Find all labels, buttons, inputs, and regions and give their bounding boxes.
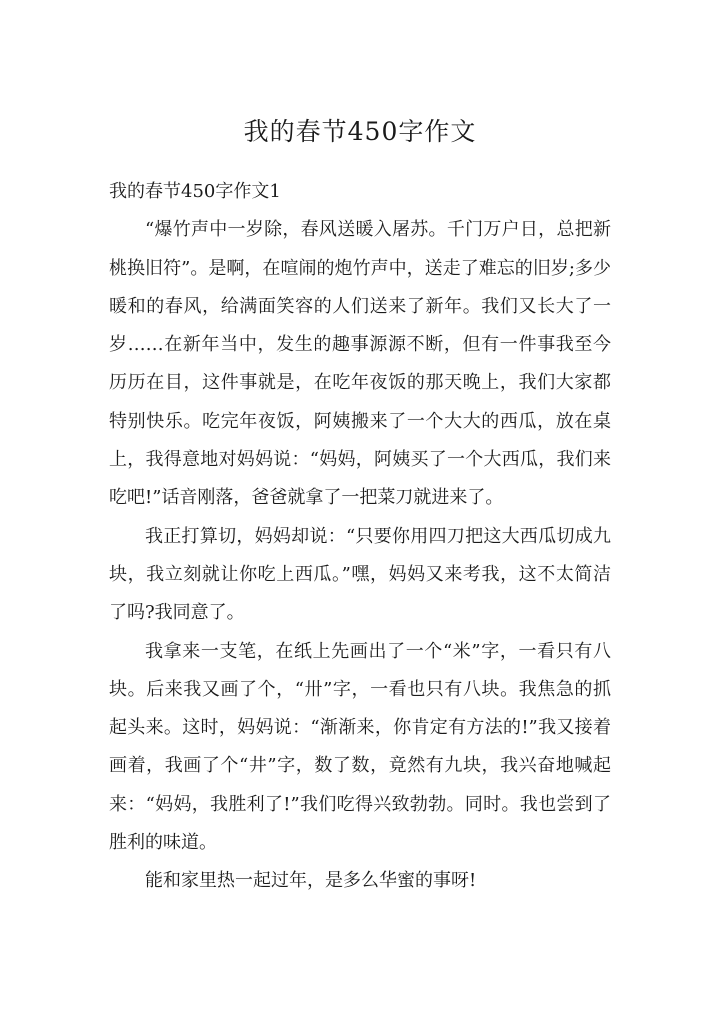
paragraph-4: 能和家里热一起过年，是多么华蜜的事呀! [145,870,477,892]
paragraph-2: 我正打算切，妈妈却说：“只要你用四刀把这大西瓜切成九块，我立刻就让你吃上西瓜。”嘿，妈妈又来考我，这不太简洁了吗?我同意了。 [109,525,611,624]
essay-subtitle: 我的春节450字作文1 [109,181,281,202]
paragraph-3: 我拿来一支笔，在纸上先画出了一个“米”字，一看只有八块。后来我又画了个，“卅”字，一看也只有八块。我焦急的抓起头来。这时，妈妈说：“渐渐来，你肯定有方法的!”我又接着画着，我画了个“井”字，数了数，竟然有九块，我兴奋地喊起来：“妈妈，我胜利了!”我们吃得兴致勃勃。同时。我也尝到了胜利的味道。 [109,640,611,854]
document-body [109,173,611,901]
paragraph-1: “爆竹声中一岁除，春风送暖入屠苏。千门万户日，总把新桃换旧符”。是啊，在喧闹的炮竹声中，送走了难忘的旧岁;多少暖和的春风，给满面笑容的人们送来了新年。我们又长大了一岁……在新年当中，发生的趣事源源不断，但有一件事我至今历历在目，这件事就是，在吃年夜饭的那天晚上，我们大家都特别快乐。吃完年夜饭，阿姨搬来了一个大大的西瓜，放在桌上，我得意地对妈妈说：“妈妈，阿姨买了一个大西瓜，我们来吃吧!”话音刚落，爸爸就拿了一把菜刀就进来了。 [109,219,611,509]
document-title: 我的春节450字作文 [243,117,477,146]
